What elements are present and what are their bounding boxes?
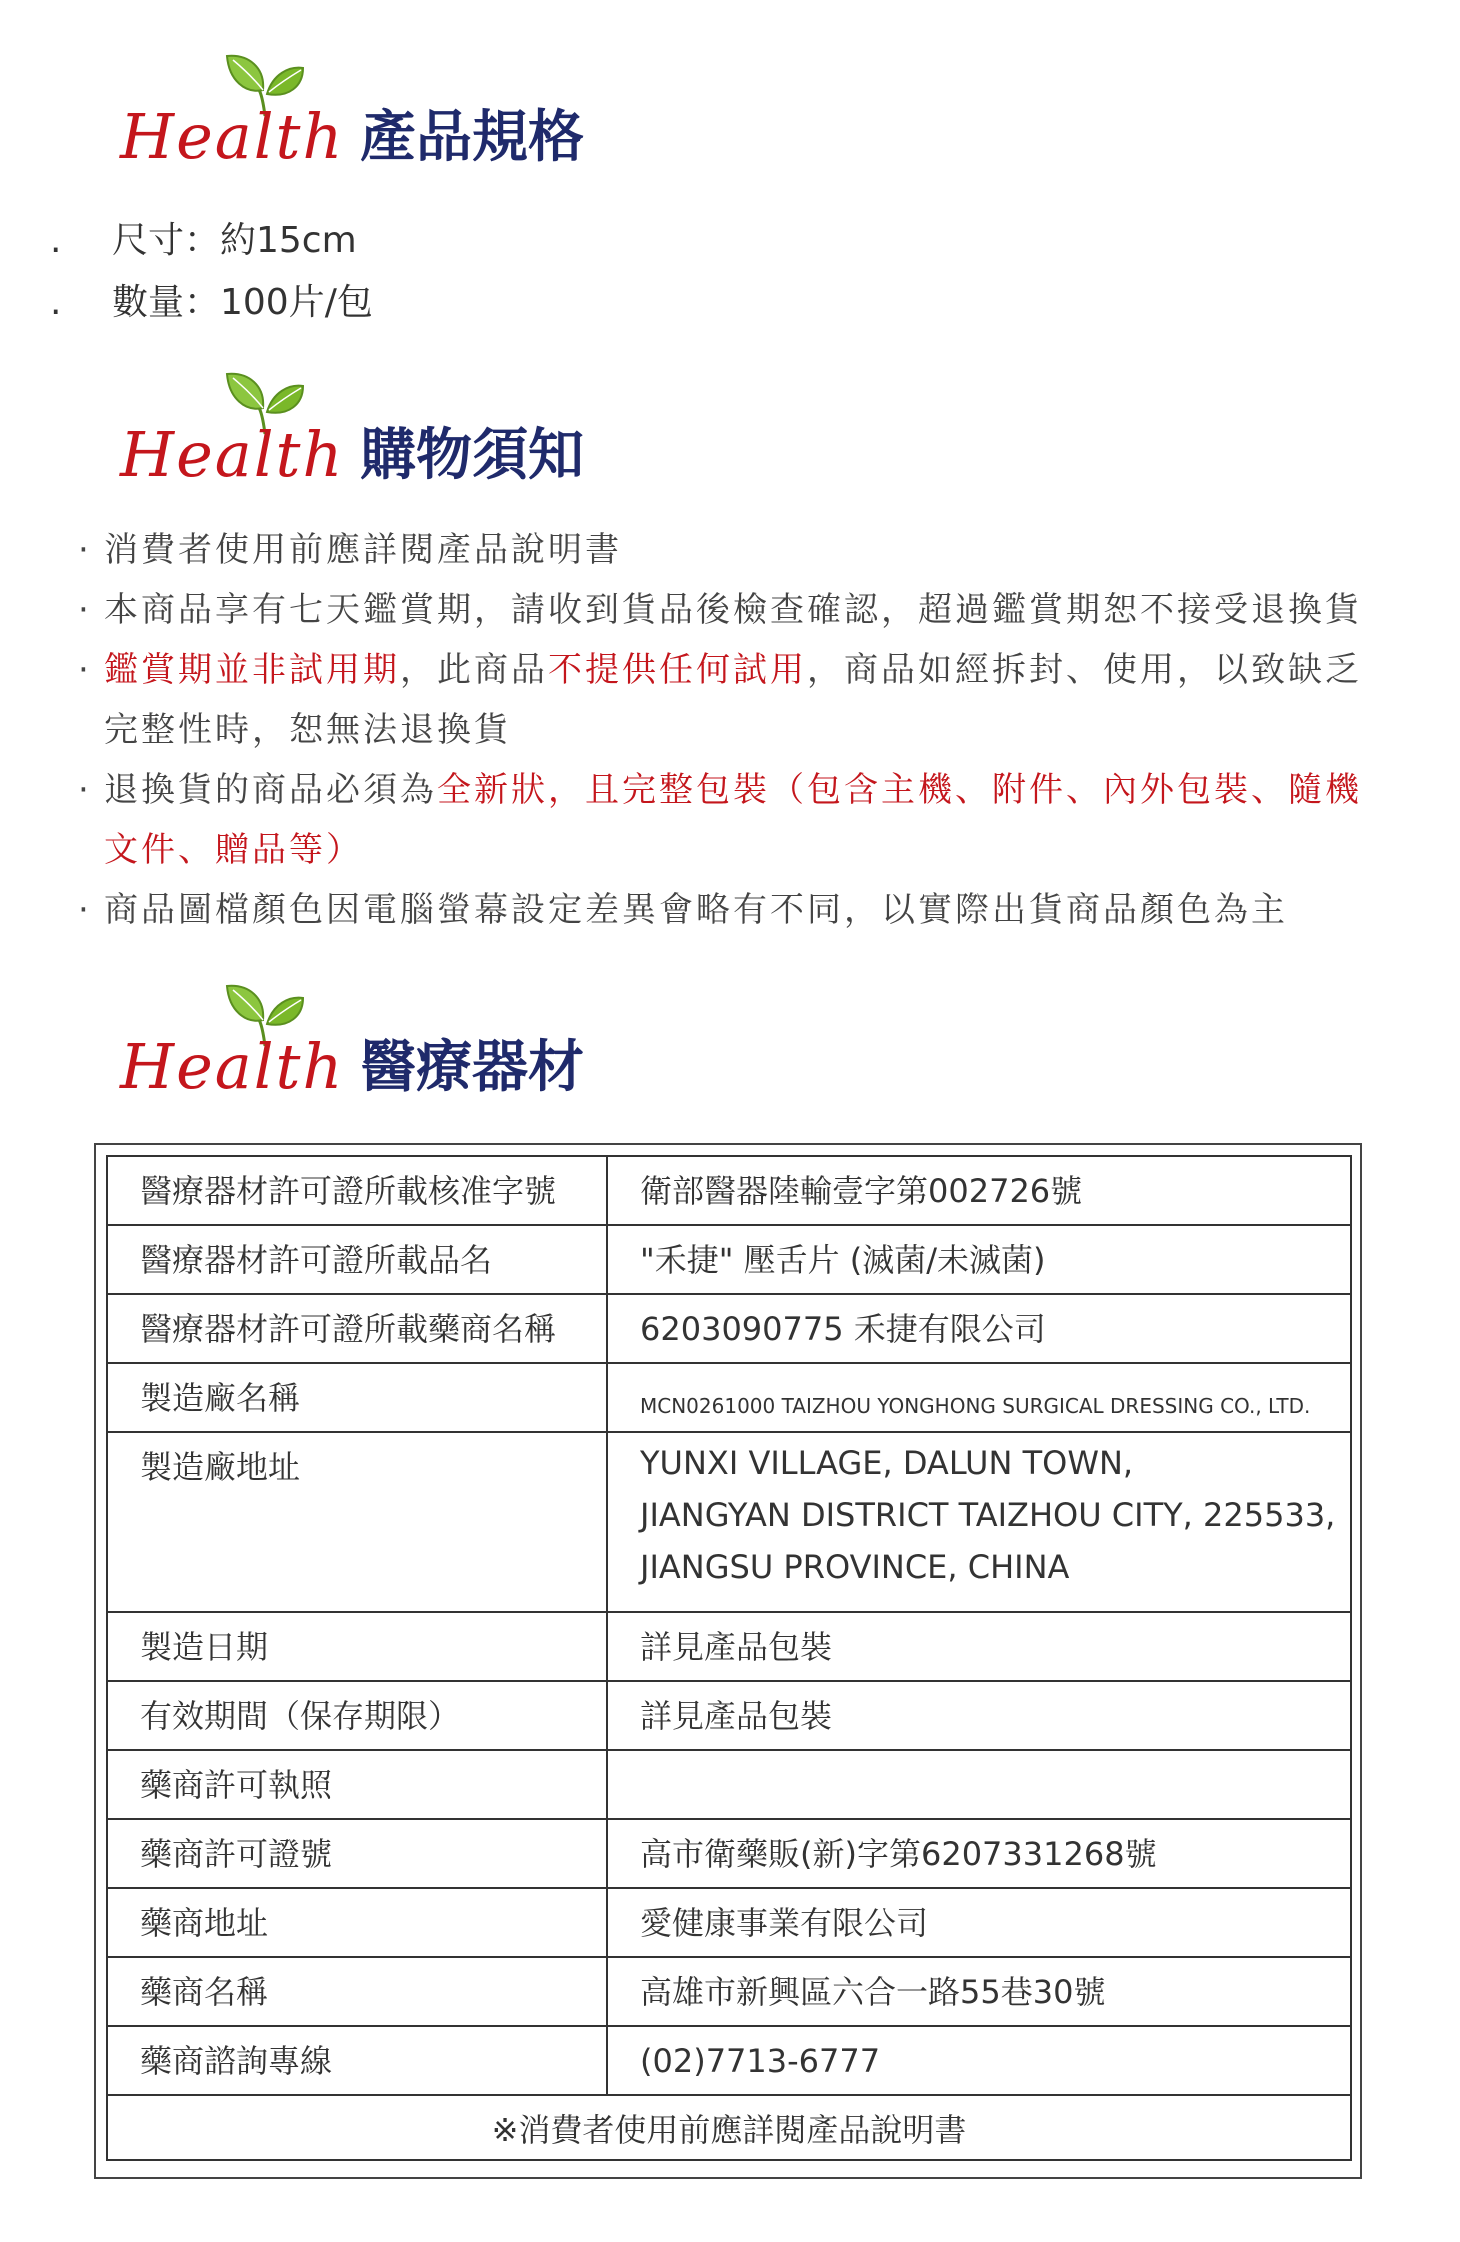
spec-text: 尺寸：約15cm xyxy=(112,220,357,261)
notice-section-header xyxy=(120,368,820,508)
notice-text: 商品圖檔顏色因電腦螢幕設定差異會略有不同，以實際出貨商品顏色為主 xyxy=(104,890,1288,930)
table-row xyxy=(107,2026,1351,2095)
notice-text-highlight: 不提供任何試用 xyxy=(548,650,807,690)
bullet: · xyxy=(78,890,92,930)
row-label: 藥商許可執照 xyxy=(107,1750,607,1819)
bullet: · xyxy=(78,650,92,690)
notice-text: 本商品享有七天鑑賞期，請收到貨品後檢查確認，超過鑑賞期恕不接受退換貨 xyxy=(104,590,1362,630)
row-label: 藥商諮詢專線 xyxy=(107,2026,607,2095)
section-title: 購物須知 xyxy=(360,423,584,488)
notice-text-highlight: 全新狀，且完整包裝（包含主機、附件、內外包裝、隨機文件、贈品等） xyxy=(104,770,1362,870)
row-value: 6203090775 禾捷有限公司 xyxy=(607,1294,1351,1363)
row-label: 醫療器材許可證所載藥商名稱 xyxy=(107,1294,607,1363)
notice-text: 消費者使用前應詳閱產品說明書 xyxy=(104,530,622,570)
table-row xyxy=(107,1681,1351,1750)
list-item xyxy=(78,760,1388,880)
spec-text: 數量：100片/包 xyxy=(112,282,373,323)
row-value: (02)7713-6777 xyxy=(607,2026,1351,2095)
list-item xyxy=(50,272,373,334)
bullet: · xyxy=(78,590,92,630)
row-value: "禾捷" 壓舌片 (滅菌/未滅菌) xyxy=(607,1225,1351,1294)
table-row xyxy=(107,1612,1351,1681)
bullet: · xyxy=(78,530,92,570)
list-item xyxy=(78,580,1388,640)
table-row xyxy=(107,1957,1351,2026)
row-value xyxy=(607,1432,1351,1612)
table-row xyxy=(107,1819,1351,1888)
brand-logo: Health xyxy=(120,100,345,173)
table-row xyxy=(107,1225,1351,1294)
notice-text-highlight: 鑑賞期並非試用期 xyxy=(104,650,400,690)
address-line: JIANGSU PROVINCE, CHINA xyxy=(640,1548,1070,1586)
table-row xyxy=(107,1432,1351,1612)
table-footer-row xyxy=(107,2095,1351,2160)
device-section-header xyxy=(120,980,820,1120)
address-line: JIANGYAN DISTRICT TAIZHOU CITY, 225533, xyxy=(640,1496,1336,1534)
row-label: 藥商地址 xyxy=(107,1888,607,1957)
address-line: YUNXI VILLAGE, DALUN TOWN, xyxy=(640,1444,1134,1482)
bullet: . xyxy=(50,282,62,323)
row-label: 藥商許可證號 xyxy=(107,1819,607,1888)
row-value: 詳見產品包裝 xyxy=(607,1681,1351,1750)
row-label: 醫療器材許可證所載品名 xyxy=(107,1225,607,1294)
list-item xyxy=(78,880,1388,940)
spec-section-header xyxy=(120,50,820,190)
device-info-table xyxy=(94,1143,1362,2179)
list-item xyxy=(78,640,1388,760)
row-label: 有效期間（保存期限） xyxy=(107,1681,607,1750)
section-title: 產品規格 xyxy=(360,105,584,170)
notice-list xyxy=(78,520,1388,940)
notice-text: 退換貨的商品必須為 xyxy=(104,770,437,810)
bullet: . xyxy=(50,220,62,261)
notice-text: ，此商品 xyxy=(400,650,548,690)
table-row xyxy=(107,1750,1351,1819)
bullet: · xyxy=(78,770,92,810)
row-value: 詳見產品包裝 xyxy=(607,1612,1351,1681)
table-row xyxy=(107,1888,1351,1957)
row-label: 藥商名稱 xyxy=(107,1957,607,2026)
table-row xyxy=(107,1156,1351,1225)
footer-note: ※消費者使用前應詳閱產品說明書 xyxy=(107,2095,1351,2160)
brand-logo: Health xyxy=(120,418,345,491)
row-value: 高雄市新興區六合一路55巷30號 xyxy=(607,1957,1351,2026)
row-value: 衛部醫器陸輸壹字第002726號 xyxy=(607,1156,1351,1225)
row-label: 製造廠名稱 xyxy=(107,1363,607,1432)
row-label: 製造廠地址 xyxy=(107,1432,607,1612)
row-label: 醫療器材許可證所載核准字號 xyxy=(107,1156,607,1225)
row-value: MCN0261000 TAIZHOU YONGHONG SURGICAL DRESSING CO., LTD. xyxy=(607,1363,1351,1432)
table-row xyxy=(107,1363,1351,1432)
row-value: 高市衛藥販(新)字第6207331268號 xyxy=(607,1819,1351,1888)
brand-logo: Health xyxy=(120,1030,345,1103)
spec-list xyxy=(50,210,373,334)
row-value: 愛健康事業有限公司 xyxy=(607,1888,1351,1957)
row-value xyxy=(607,1750,1351,1819)
table-row xyxy=(107,1294,1351,1363)
list-item xyxy=(78,520,1388,580)
row-label: 製造日期 xyxy=(107,1612,607,1681)
section-title: 醫療器材 xyxy=(360,1035,584,1100)
list-item xyxy=(50,210,373,272)
notice-text: ，商品如經拆封、使用，以致缺乏完整性時，恕無法退換貨 xyxy=(104,650,1362,750)
